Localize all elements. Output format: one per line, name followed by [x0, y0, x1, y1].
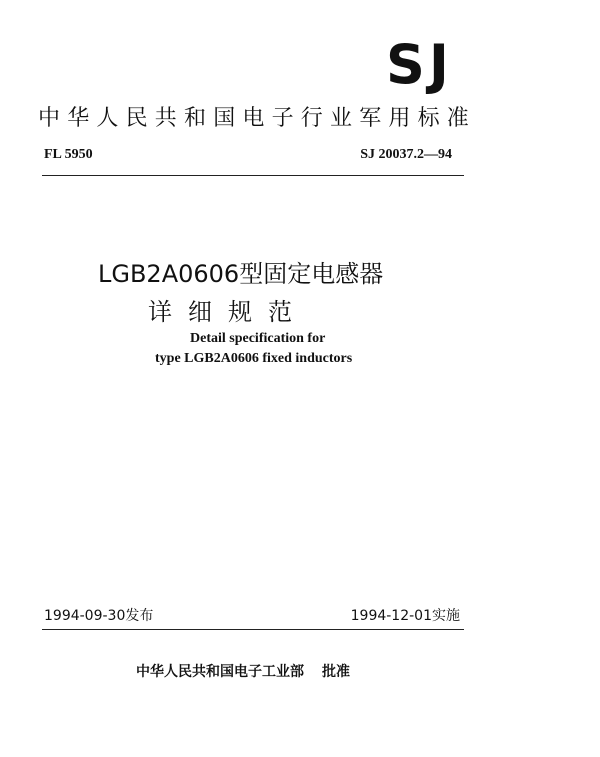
sj-logo: SJ [386, 33, 453, 96]
series-title: 中华人民共和国电子行业军用标准 [38, 106, 477, 131]
approval-line [136, 661, 350, 681]
implementation-date: 1994-12-01实施 [350, 608, 460, 624]
approving-body: 中华人民共和国电子工业部 [136, 664, 304, 680]
issue-date: 1994-09-30发布 [44, 608, 154, 624]
header-divider [42, 175, 464, 176]
fl-code: FL 5950 [44, 147, 93, 162]
document-subtitle-cn: 详细规范 [148, 298, 308, 326]
footer-divider [42, 629, 464, 630]
approval-word: 批准 [322, 664, 350, 680]
document-title-cn: LGB2A0606型固定电感器 [98, 260, 384, 288]
document-title-en-line2: type LGB2A0606 fixed inductors [155, 351, 353, 366]
document-title-en-line1: Detail specification for [190, 331, 326, 346]
standard-number: SJ 20037.2—94 [360, 147, 452, 162]
